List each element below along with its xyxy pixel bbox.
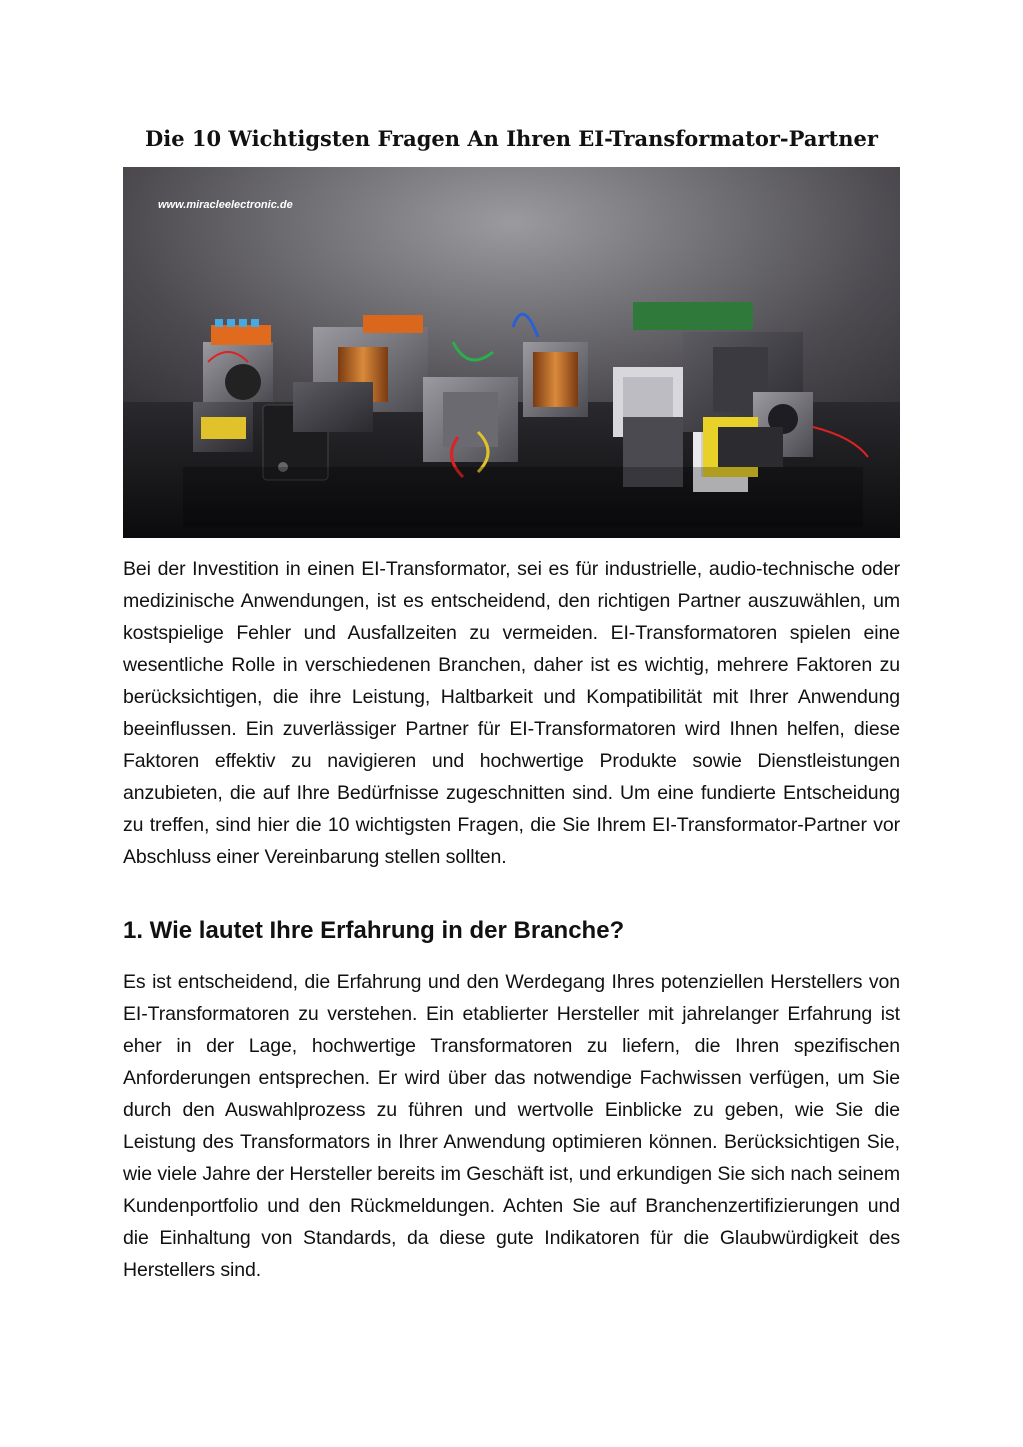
- section-1-heading: 1. Wie lautet Ihre Erfahrung in der Branche?: [123, 917, 625, 944]
- page-title: Die 10 Wichtigsten Fragen An Ihren EI-Transformator-Partner: [145, 126, 878, 151]
- transformers-photo: [123, 167, 900, 538]
- section-1-paragraph: Es ist entscheidend, die Erfahrung und den Werdegang Ihres potenziellen Herstellers von EI-Transformatoren zu verstehen. Ein etablierter Hersteller mit jahrelanger Erfahrung ist eher in der Lage, hochwertige Transformatoren zu liefern, die Ihren spezifischen Anforderungen entsprechen. Er wird über das notwendige Fachwissen verfügen, um Sie durch den Auswahlprozess zu führen und wertvolle Einblicke zu geben, wie Sie die Leistung des Transformators in Ihrer Anwendung optimieren können. Berücksichtigen Sie, wie viele Jahre der Hersteller bereits im Geschäft ist, und erkundigen Sie sich nach seinem Kundenportfolio und den Rückmeldungen. Achten Sie auf Branchenzertifizierungen und die Einhaltung von Standards, da diese gute Indikatoren für die Glaubwürdigkeit des Herstellers sind.: [123, 971, 900, 1281]
- photo-watermark: www.miracleelectronic.de: [158, 199, 293, 211]
- intro-paragraph: Bei der Investition in einen EI-Transformator, sei es für industrielle, audio-technische oder medizinische Anwendungen, ist es entscheidend, den richtigen Partner auszuwählen, um kostspielige Fehler und Ausfallzeiten zu vermeiden. EI-Transformatoren spielen eine wesentliche Rolle in verschiedenen Branchen, daher ist es wichtig, mehrere Faktoren zu berücksichtigen, die ihre Leistung, Haltbarkeit und Kompatibilität mit Ihrer Anwendung beeinflussen. Ein zuverlässiger Partner für EI-Transformatoren wird Ihnen helfen, diese Faktoren effektiv zu navigieren und hochwertige Produkte sowie Dienstleistungen anzubieten, die auf Ihre Bedürfnisse zugeschnitten sind. Um eine fundierte Entscheidung zu treffen, sind hier die 10 wichtigsten Fragen, die Sie Ihrem EI-Transformator-Partner vor Abschluss einer Vereinbarung stellen sollten.: [123, 558, 900, 868]
